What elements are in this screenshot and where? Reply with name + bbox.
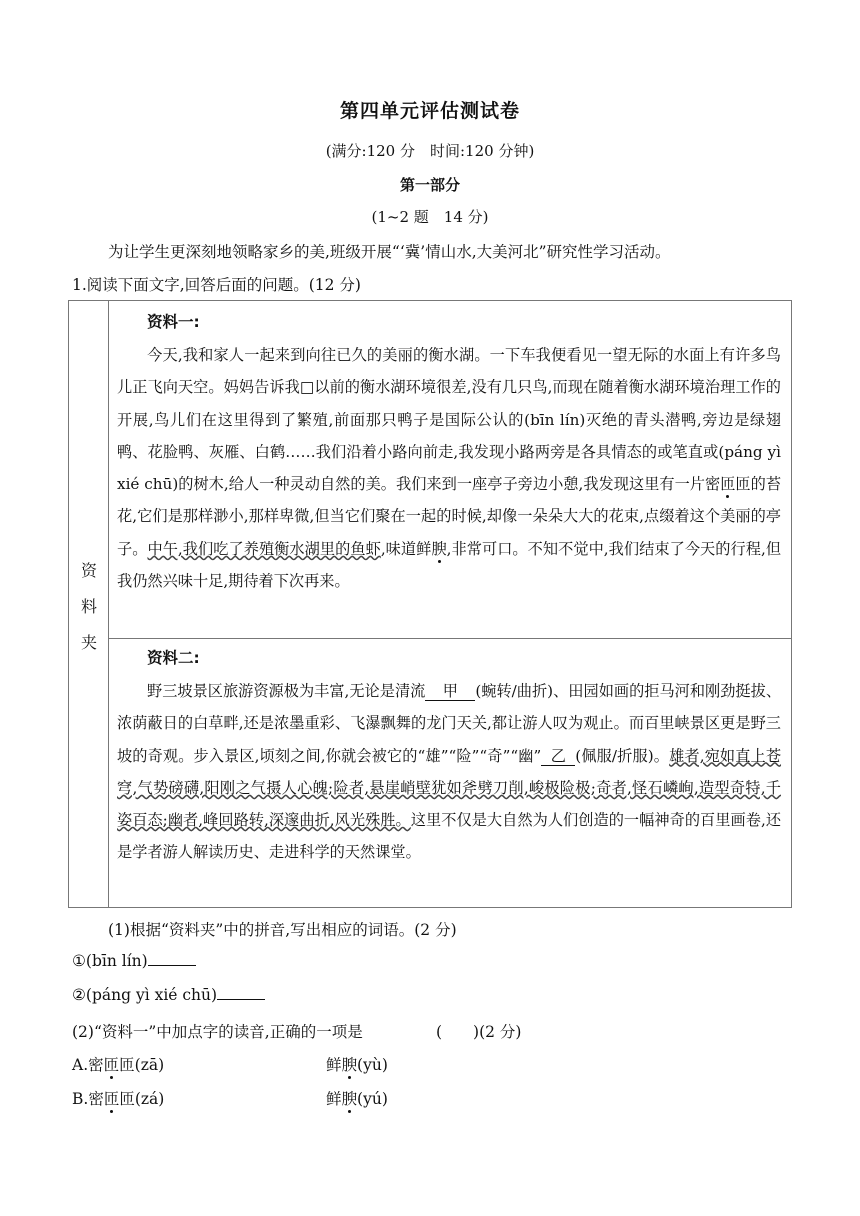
- answer-paren[interactable]: ( )(2 分): [436, 1023, 522, 1041]
- folder-side-label: 资 料 夹: [80, 561, 97, 652]
- material-2-body: 野三坡景区旅游资源极为丰富,无论是清流 甲 (蜿转/曲折)、田园如画的拒马河和刚劲挺拔、浓荫蔽日的白草畔,还是浓墨重彩、飞瀑飘舞的龙门天关,都让游人叹为观止。而百里峡景区更是野三坡的奇观。步入景区,顷刻之间,你就会被它的“雄”“险”“奇”“幽” 乙 (佩服/折服)。雄者,宛如直上苍穹,气势磅礴,阳刚之气摄人心魄;险者,悬崖峭壁犹如斧劈刀削,峻极险极;奇者,怪石嶙峋,造型奇特,千姿百态;幽者,峰回路转,深邃曲折,风光殊胜。这里不仅是大自然为人们创造的一幅神奇的百里画卷,还是学者游人解读历史、走进科学的天然课堂。: [117, 682, 782, 862]
- sub-question-1-stem: (1)根据“资料夹”中的拼音,写出相应的词语。(2 分): [108, 921, 457, 939]
- answer-blank-1[interactable]: [148, 964, 196, 966]
- dotted-char-yu: 腴: [431, 539, 447, 558]
- folder-divider: [109, 638, 791, 639]
- exam-info: (满分:120 分 时间:120 分钟): [325, 142, 535, 160]
- option-a[interactable]: A.密匝匝(zā) 鲜腴(yù): [72, 1056, 388, 1074]
- option-b[interactable]: B.密匝匝(zá) 鲜腴(yú): [72, 1090, 388, 1108]
- part-range: (1~2 题 14 分): [371, 208, 489, 226]
- material-1-body: 今天,我和家人一起来到向往已久的美丽的衡水湖。一下车我便看见一望无际的水面上有许多鸟儿正飞向天空。妈妈告诉我□以前的衡水湖环境很差,没有几只鸟,而现在随着衡水湖环境治理工作的开展,鸟儿们在这里得到了繁殖,前面那只鸭子是国际公认的(bīn lín)灭绝的青头潜鸭,旁边是绿翅鸭、花脸鸭、灰雁、白鹤……我们沿着小路向前走,我发现小路两旁是各具情态的或笔直或(páng yì xié chū)的树木,给人一种灵动自然的美。我们来到一座亭子旁边小憩,我发现这里有一片密匝匝的苔花,它们是那样渺小,那样卑微,但当它们聚在一起的时候,却像一朵朵大大的花束,点缀着这个美丽的亭子。中午,我们吃了养殖衡水湖里的鱼虾,味道鲜腴,非常可口。不知不觉中,我们结束了今天的行程,但我仍然兴味十足,期待着下次再来。: [117, 346, 782, 591]
- folder-side-column: [69, 301, 109, 907]
- blank-a: 甲: [425, 682, 475, 701]
- blank-b: 乙: [541, 747, 575, 766]
- answer-blank-2[interactable]: [217, 998, 265, 1000]
- question-1-stem: 1.阅读下面文字,回答后面的问题。(12 分): [72, 276, 361, 294]
- material-folder: [68, 300, 792, 908]
- sub-question-2-stem: (2)“资料一”中加点字的读音,正确的一项是 ( )(2 分): [72, 1020, 792, 1042]
- part-title: 第一部分: [399, 176, 460, 194]
- dotted-char-za: 匝: [720, 475, 736, 494]
- material-2: [117, 641, 781, 869]
- intro-text: 为让学生更深刻地领略家乡的美,班级开展“‘冀’情山水,大美河北”研究性学习活动。: [108, 243, 671, 261]
- material-1: [117, 305, 781, 597]
- wavy-sentence-1: 中午,我们吃了养殖衡水湖里的鱼虾: [147, 539, 381, 558]
- wavy-sentence-2: 雄者,宛如直上苍穹,气势磅礴,阳刚之气摄人心魄;险者,悬崖峭壁犹如斧劈刀削,峻极险极;奇者,怪石嶙峋,造型奇特,千姿百态;幽者,峰回路转,深邃曲折,风光殊胜。: [117, 746, 782, 830]
- material-1-heading: 资料一:: [147, 313, 200, 331]
- page-title: 第四单元评估测试卷: [339, 100, 520, 122]
- material-2-heading: 资料二:: [147, 649, 200, 667]
- sub-question-1-item-1: ①(bīn lín): [72, 952, 792, 970]
- sub-question-1-item-2: ②(páng yì xié chū): [72, 986, 792, 1004]
